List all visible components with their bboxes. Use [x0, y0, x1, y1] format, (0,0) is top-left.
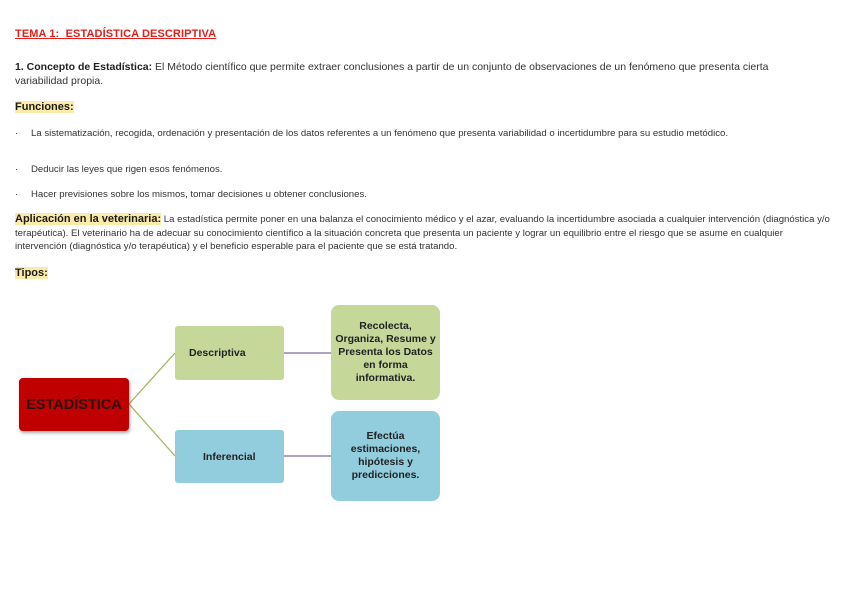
funciones-item-text: La sistematización, recogida, ordenación y presentación de los datos referentes a un fenómeno que presenta variabilidad o incertidumbre para su estudio metódico.	[31, 128, 729, 139]
page-title: TEMA 1: ESTADÍSTICA DESCRIPTIVA	[15, 28, 217, 40]
funciones-item-1	[15, 128, 830, 141]
funciones-heading-text: Funciones:	[15, 101, 74, 113]
tipos-heading	[15, 267, 48, 279]
aplicacion-paragraph	[15, 213, 830, 254]
tipos-heading-text: Tipos:	[15, 267, 48, 279]
bullet-dot: ·	[15, 128, 19, 139]
concepto-label: 1. Concepto de Estadística:	[15, 61, 153, 73]
bullet-dot: ·	[15, 189, 19, 200]
estadistica-root-node: ESTADÍSTICA	[19, 378, 129, 431]
descriptiva-node: Descriptiva	[175, 326, 284, 380]
aplicacion-text: La estadística permite poner en una balanza el conocimiento médico y el azar, evaluando la incertidumbre asociada a cualquier intervención (diagnóstica y/o terapéutica). El veterinario ha de adecuar su conocimiento científico a la situación concreta que presenta un paciente y lograr un equilibrio entre el riesgo que se asume en cualquier intervención (diagnóstica y/o terapéutica) y el beneficio esperable para el paciente que se está tratando.	[15, 214, 830, 252]
inferencial-detail-node: Efectúa estimaciones, hipótesis y predicciones.	[331, 411, 440, 501]
funciones-item-2	[15, 164, 830, 177]
bullet-dot: ·	[15, 164, 19, 175]
funciones-item-3	[15, 189, 830, 202]
aplicacion-label: Aplicación en la veterinaria:	[15, 213, 162, 225]
funciones-heading	[15, 101, 74, 113]
funciones-item-text: Deducir las leyes que rigen esos fenómenos.	[31, 164, 223, 175]
concepto-text: El Método científico que permite extraer conclusiones a partir de un conjunto de observaciones de un fenómeno que presenta cierta variabilidad propia.	[15, 61, 769, 87]
descriptiva-detail-node: Recolecta, Organiza, Resume y Presenta los Datos en forma informativa.	[331, 305, 440, 400]
connector-root-descriptiva	[129, 353, 175, 404]
funciones-item-text: Hacer previsiones sobre los mismos, tomar decisiones u obtener conclusiones.	[31, 189, 367, 200]
concepto-paragraph	[15, 60, 805, 88]
inferencial-node: Inferencial	[175, 430, 284, 483]
connector-root-inferencial	[129, 404, 175, 456]
